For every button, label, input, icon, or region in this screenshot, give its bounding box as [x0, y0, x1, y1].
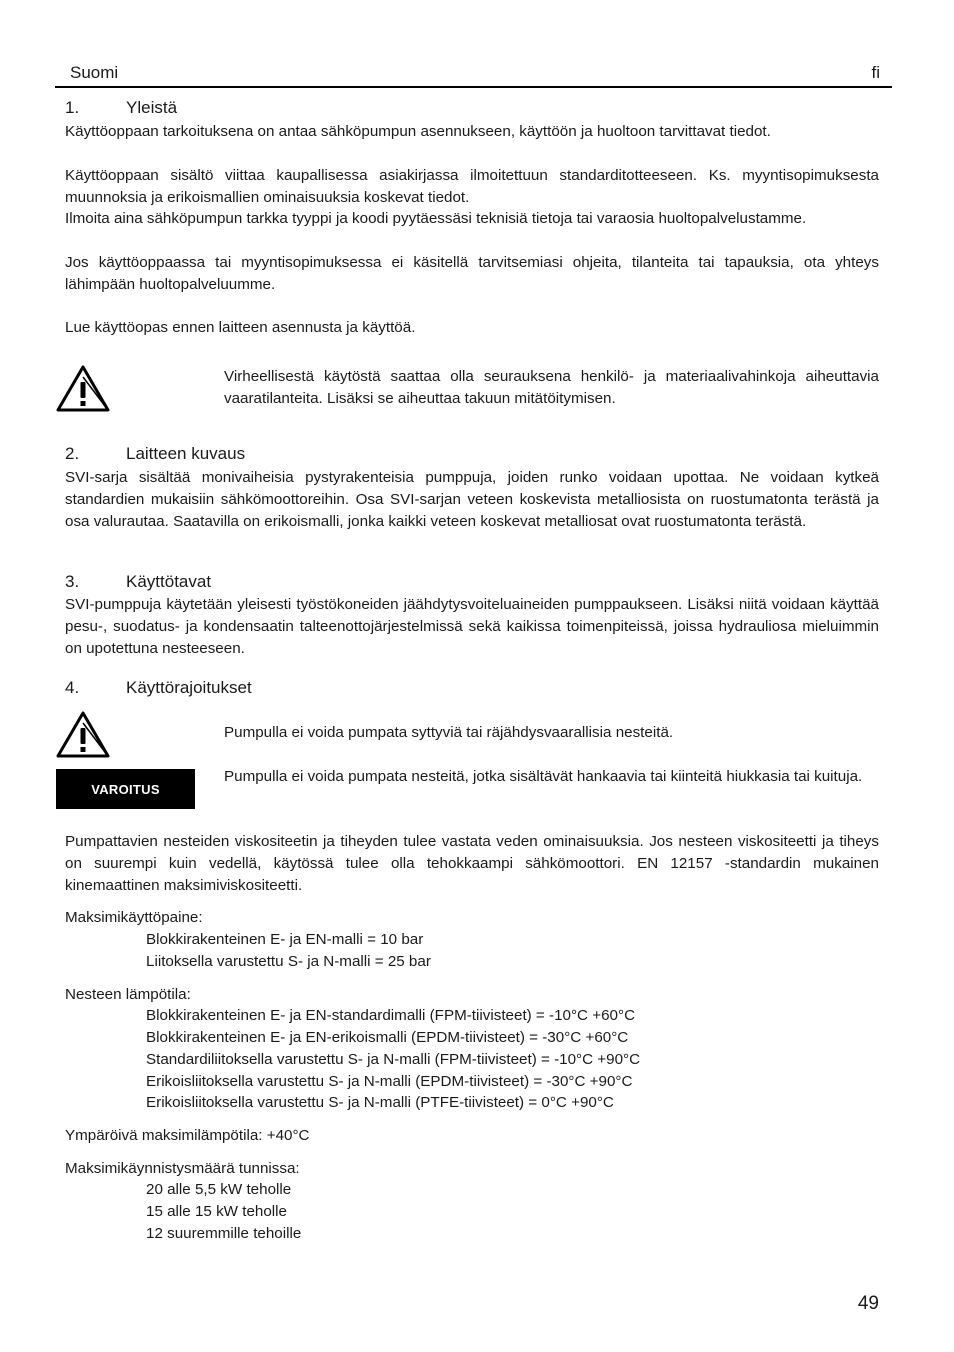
warning-text: Pumpulla ei voida pumpata syttyviä tai räjähdysvaarallisia nesteitä. [224, 724, 674, 741]
section-number: 2. [65, 444, 80, 463]
header-lang-code: fi [871, 63, 880, 82]
paragraph: Lue käyttöopas ennen laitteen asennusta ja käyttöä. [65, 319, 416, 336]
section-1-heading [65, 98, 177, 118]
section-2-heading [65, 444, 245, 464]
pressure-label: Maksimikäyttöpaine: [65, 909, 203, 926]
paragraph: SVI-sarja sisältää monivaiheisia pystyrakenteisia pumppuja, joiden runko voidaan upottaa. Ne voidaan kytkeä standardien mukaisiin sähkömoottoreihin. Osa SVI-sarjan veteen koskevista metalliosista on ruostumatonta terästä ja osa valurautaa. Saatavilla on erikoismalli, jonka kaikki veteen koskevat metalliosat ovat ruostumatonta terästä. [65, 469, 879, 530]
paragraph: Ilmoita aina sähköpumpun tarkka tyyppi ja koodi pyytäessäsi teknisiä tietoja tai varaosia huoltopalvelustamme. [65, 210, 807, 227]
list-item: Blokkirakenteinen E- ja EN-standardimalli (FPM-tiivisteet) = -10°C +60°C [146, 1007, 636, 1024]
paragraph: Pumpattavien nesteiden viskositeetin ja tiheyden tulee vastata veden ominaisuuksia. Jos nesteen viskositeetti ja tiheys on suurempi kuin vedellä, käytössä tulee olla tehokkaampi sähkömoottori. EN 12157 -standardin mukainen kinemaattinen maksimiviskositeetti. [65, 833, 879, 894]
warning-badge: VAROITUS [56, 769, 195, 809]
starts-label: Maksimikäynnistysmäärä tunnissa: [65, 1160, 300, 1177]
list-item: 15 alle 15 kW teholle [146, 1203, 287, 1220]
warning-triangle-icon [56, 710, 110, 758]
section-4-heading [65, 678, 252, 698]
section-number: 1. [65, 98, 80, 117]
list-item: Blokkirakenteinen E- ja EN-malli = 10 bar [146, 931, 424, 948]
section-number: 3. [65, 572, 80, 591]
temperature-label: Nesteen lämpötila: [65, 986, 191, 1003]
list-item: Blokkirakenteinen E- ja EN-erikoismalli (EPDM-tiivisteet) = -30°C +60°C [146, 1029, 629, 1046]
page-number: 49 [857, 1293, 879, 1314]
paragraph: Käyttöoppaan sisältö viittaa kaupallisessa asiakirjassa ilmoitettuun standarditotteeseen. Ks. myyntisopimuksesta muunnoksia ja erikoismallien ominaisuuksia koskevat tiedot. [65, 167, 879, 206]
list-item: Liitoksella varustettu S- ja N-malli = 25 bar [146, 953, 431, 970]
paragraph: Jos käyttöoppaassa tai myyntisopimuksessa ei käsitellä tarvitsemiasi ohjeita, tilanteita tai tapauksia, ota yhteys lähimpään huoltopalveluumme. [65, 254, 879, 293]
section-title: Yleistä [126, 98, 178, 117]
section-number: 4. [65, 678, 80, 697]
warning-text: Pumpulla ei voida pumpata nesteitä, jotka sisältävät hankaavia tai kiinteitä hiukkasia tai kuituja. [224, 768, 863, 785]
section-title: Käyttötavat [126, 572, 212, 591]
ambient-temperature: Ympäröivä maksimilämpötila: +40°C [65, 1127, 310, 1144]
list-item: Standardiliitoksella varustettu S- ja N-malli (FPM-tiivisteet) = -10°C +90°C [146, 1051, 641, 1068]
header-language: Suomi [70, 63, 119, 82]
section-title: Käyttörajoitukset [126, 678, 252, 697]
list-item: Erikoisliitoksella varustettu S- ja N-malli (EPDM-tiivisteet) = -30°C +90°C [146, 1073, 633, 1090]
section-3-heading [65, 572, 211, 592]
list-item: 12 suuremmille tehoille [146, 1225, 302, 1242]
list-item: Erikoisliitoksella varustettu S- ja N-malli (PTFE-tiivisteet) = 0°C +90°C [146, 1094, 614, 1111]
list-item: 20 alle 5,5 kW teholle [146, 1181, 292, 1198]
section-title: Laitteen kuvaus [126, 444, 246, 463]
paragraph: SVI-pumppuja käytetään yleisesti työstökoneiden jäähdytysvoiteluaineiden pumppaukseen. Lisäksi niitä voidaan käyttää pesu-, suodatus- ja kondensaatin talteenottojärjestelmissä sekä kaikissa toimenpiteissä, joissa hydrauliosa mieluimmin on upotettuna nesteeseen. [65, 596, 879, 657]
warning-triangle-icon [56, 364, 110, 412]
warning-text: Virheellisestä käytöstä saattaa olla seurauksena henkilö- ja materiaalivahinkoja aiheuttavia vaaratilanteita. Lisäksi se aiheuttaa takuun mitätöitymisen. [224, 368, 879, 407]
page-header [55, 60, 892, 88]
paragraph: Käyttöoppaan tarkoituksena on antaa sähköpumpun asennukseen, käyttöön ja huoltoon tarvittavat tiedot. [65, 123, 771, 140]
